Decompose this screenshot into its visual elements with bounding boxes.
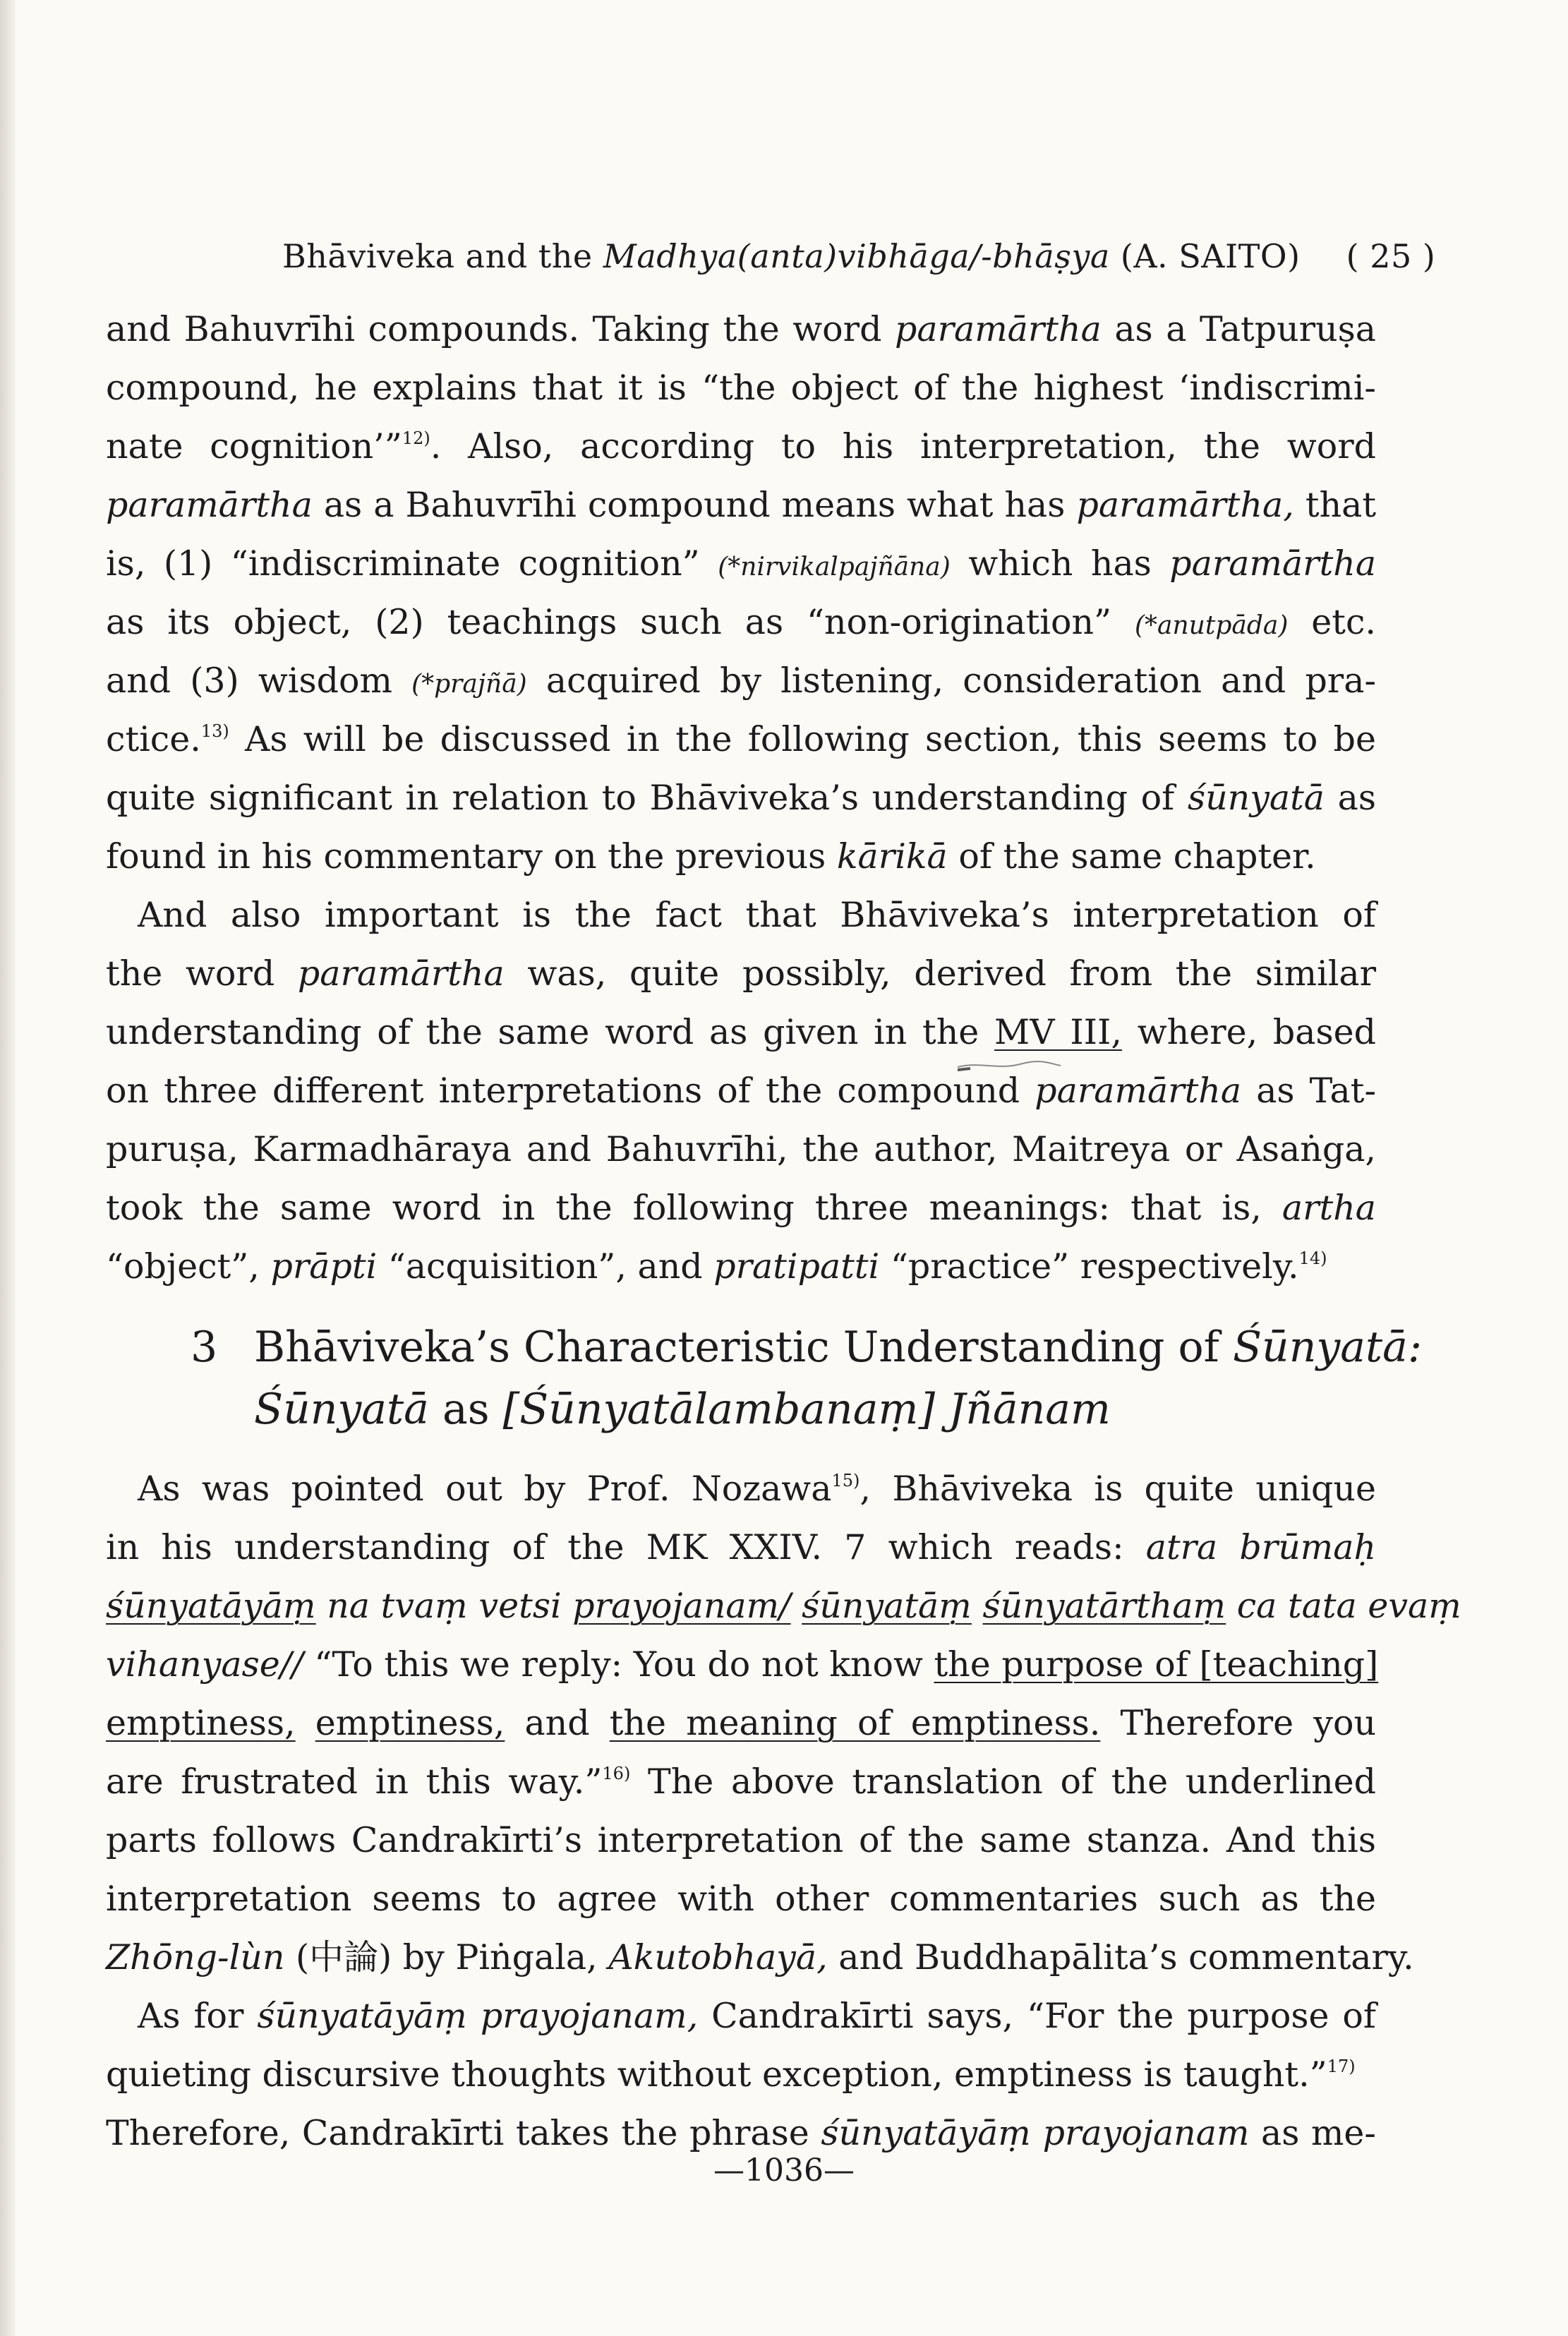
header-page-label: ( 25 ) xyxy=(1346,237,1436,275)
header-author-prefix: Bhāviveka and the xyxy=(282,237,603,275)
underlined-reference: MV III, xyxy=(994,1012,1122,1052)
running-header xyxy=(282,237,1436,275)
text-line: As was pointed out by Prof. Nozawa$^{15)}$, Bhāviveka is quite unique xyxy=(138,1469,1376,1509)
text-line: paramārtha as a Bahuvrīhi compound means what has paramārtha, that xyxy=(106,485,1377,525)
text-line: on three different interpretations of the compound paramārtha as Tat- xyxy=(106,1071,1377,1111)
text-line: in his understanding of the MK XXIV. 7 which reads: atra brūmaḥ xyxy=(106,1527,1377,1567)
text-line: śūnyatāyāṃ na tvaṃ vetsi prayojanam/ śūnyatāṃ śūnyatārthaṃ ca tata evaṃ xyxy=(106,1586,1461,1626)
text-line: as its object, (2) teachings such as “non-origination” (*anutpāda) etc. xyxy=(106,602,1376,642)
page-number: —1036— xyxy=(713,2153,855,2189)
text-line: “object”, prāpti “acquisition”, and pratipatti “practice” respectively.$^{14)}$ xyxy=(106,1246,1327,1287)
text-line: is, (1) “indiscriminate cognition” (*nirvikalpajñāna) which has paramārtha xyxy=(106,543,1377,584)
paragraph-2 xyxy=(106,886,1376,1296)
paragraph-1 xyxy=(106,300,1376,886)
page-binding-edge xyxy=(0,0,16,2336)
text-line: interpretation seems to agree with other commentaries such as the xyxy=(106,1879,1376,1919)
text-line: puruṣa, Karmadhāraya and Bahuvrīhi, the author, Maitreya or Asaṅga, xyxy=(106,1129,1376,1169)
header-title: Madhya(anta)vibhāga/-bhāṣya xyxy=(603,237,1110,275)
text-line: took the same word in the following three meanings: that is, artha xyxy=(106,1188,1376,1228)
pencil-mark xyxy=(956,1059,1062,1073)
paragraph-4 xyxy=(106,1987,1376,2162)
text-line: found in his commentary on the previous kārikā of the same chapter. xyxy=(106,836,1316,877)
text-line: emptiness, emptiness, and the meaning of emptiness. Therefore you xyxy=(106,1703,1377,1743)
section-heading: 3 Bhāviveka’s Characteristic Understanding of Śūnyatā: Śūnyatā as [Śūnyatālambanaṃ] Jñānam xyxy=(191,1316,1390,1440)
text-line: Therefore, Candrakīrti takes the phrase śūnyatāyāṃ prayojanam as me- xyxy=(106,2113,1376,2153)
text-line: and (3) wisdom (*prajñā) acquired by listening, consideration and pra- xyxy=(106,661,1377,701)
paragraph-3 xyxy=(106,1459,1461,1987)
text-line: ctice.$^{13)}$ As will be discussed in the following section, this seems to be xyxy=(106,719,1376,759)
text-line: quite significant in relation to Bhāviveka’s understanding of śūnyatā as xyxy=(106,778,1376,818)
text-line: parts follows Candrakīrti’s interpretation of the same stanza. And this xyxy=(106,1820,1376,1860)
text-line: Zhōng-lùn (中論) by Piṅgala, Akutobhayā, and Buddhapālita’s commentary. xyxy=(106,1937,1414,1977)
text-line: understanding of the same word as given in the MV III, where, based xyxy=(106,1012,1377,1052)
text-line: quieting discursive thoughts without exception, emptiness is taught.”$^{17)}$ xyxy=(106,2054,1356,2095)
text-line: nate cognition’”$^{12)}$. Also, according to his interpretation, the word xyxy=(106,426,1376,466)
text-line: are frustrated in this way.”$^{16)}$ The above translation of the underlined xyxy=(106,1762,1376,1802)
section-title: Bhāviveka’s Characteristic Understanding of xyxy=(254,1323,1219,1372)
text-line: vihanyase// “To this we reply: You do not know the purpose of [teaching] xyxy=(106,1644,1379,1685)
section-number: 3 xyxy=(191,1323,218,1372)
text-line: the word paramārtha was, quite possibly, derived from the similar xyxy=(106,953,1377,994)
text-line: and Bahuvrīhi compounds. Taking the word paramārtha as a Tatpuruṣa xyxy=(106,309,1376,349)
header-author-suffix: (A. SAITO) xyxy=(1109,237,1301,275)
text-line: And also important is the fact that Bhāviveka’s interpretation of xyxy=(138,895,1376,935)
text-line: compound, he explains that it is “the object of the highest ‘indiscrimi- xyxy=(106,368,1376,408)
text-line: As for śūnyatāyāṃ prayojanam, Candrakīrti says, “For the purpose of xyxy=(138,1996,1377,2036)
